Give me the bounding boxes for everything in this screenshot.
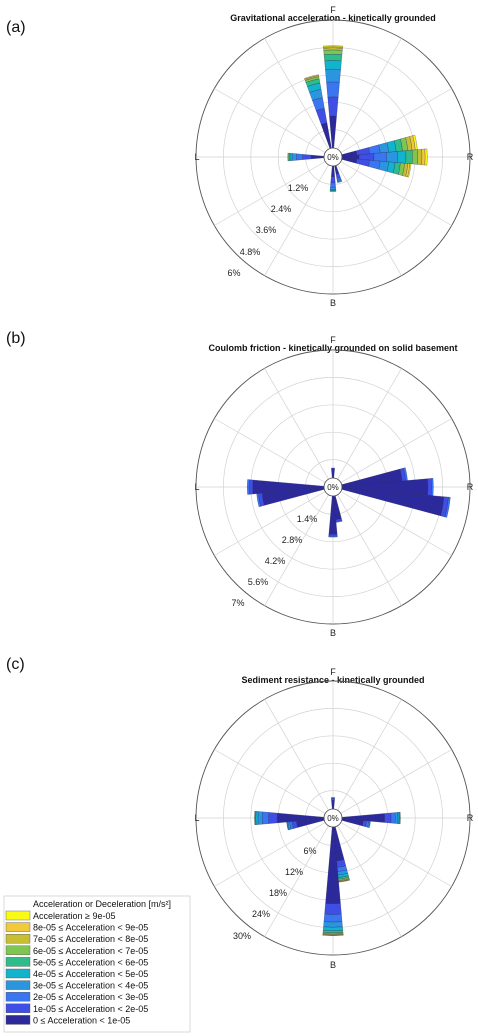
polar-bar-segment (395, 812, 398, 823)
polar-bar-segment (330, 187, 336, 189)
legend-item-label: 7e-05 ≤ Acceleration < 8e-05 (33, 934, 149, 945)
polar-bar-segment (296, 154, 303, 160)
radial-tick-c-5: 30% (232, 931, 252, 941)
polar-bar-segment (323, 930, 343, 933)
grid-spoke (214, 162, 325, 226)
legend-item-label: Acceleration ≥ 9e-05 (33, 911, 116, 921)
polar-bar-segment (379, 161, 389, 171)
polar-bar-segment (330, 183, 335, 187)
polar-bar-segment (324, 914, 342, 922)
legend-swatch (6, 969, 30, 978)
grid-spoke (341, 750, 452, 814)
legend-item-label: 3e-05 ≤ Acceleration < 4e-05 (33, 980, 149, 991)
legend-item-label: 5e-05 ≤ Acceleration < 6e-05 (33, 957, 149, 968)
polar-bar-segment (412, 150, 418, 165)
polar-bar-segment (269, 812, 278, 823)
direction-label-b-a: B (329, 298, 337, 308)
legend-item-label: 8e-05 ≤ Acceleration < 9e-05 (33, 922, 149, 933)
legend-item-label: 4e-05 ≤ Acceleration < 5e-05 (33, 969, 149, 979)
legend-swatch (6, 946, 30, 955)
polar-bar-segment (329, 534, 338, 536)
grid-spoke (265, 699, 329, 810)
polar-bar-segment (422, 149, 426, 165)
center-label-a: 0% (327, 153, 339, 162)
grid-spoke (265, 495, 329, 606)
grid-spoke (338, 165, 402, 276)
radial-tick-b-4: 5.6% (247, 577, 269, 587)
polar-bar-segment (431, 478, 433, 496)
polar-bar-segment (331, 469, 334, 478)
direction-label-f-c: F (330, 667, 336, 677)
grid-spoke (265, 368, 329, 479)
polar-bar-segment (323, 927, 343, 931)
direction-label-r-c: R (466, 813, 474, 823)
radial-tick-b-1: 1.4% (296, 514, 318, 524)
panel-letter-c: (c) (6, 656, 25, 673)
radial-tick-b-2: 2.8% (281, 535, 303, 545)
legend-item-label: 0 ≤ Acceleration < 1e-05 (33, 1015, 131, 1026)
grid-spoke (338, 826, 402, 937)
polar-bar-segment (425, 149, 427, 165)
polar-bar-segment (379, 143, 389, 153)
polar-bar-segment (324, 50, 343, 55)
polar-bar-segment (331, 177, 336, 183)
polar-bar-segment (417, 149, 422, 165)
grid-spoke (214, 750, 325, 814)
radial-tick-c-1: 6% (303, 846, 317, 856)
legend (4, 896, 190, 1032)
polar-bar-segment (329, 536, 338, 537)
legend-swatch (6, 981, 30, 990)
direction-label-l-a: L (194, 152, 200, 162)
polar-bar-segment (384, 813, 391, 823)
legend-title: Acceleration or Deceleration [m/s²] (33, 899, 172, 909)
legend-item-label: 2e-05 ≤ Acceleration < 3e-05 (33, 992, 149, 1003)
legend-swatch (6, 992, 30, 1001)
grid-spoke (341, 823, 452, 887)
direction-label-f-b: F (330, 335, 336, 345)
radial-tick-c-4: 24% (251, 909, 271, 919)
direction-label-f-a: F (330, 5, 336, 15)
grid-spoke (265, 165, 329, 276)
polar-bar-segment (311, 155, 324, 159)
polar-bar-segment (325, 903, 342, 914)
polar-bar-segment (262, 812, 269, 824)
center-label-c: 0% (327, 814, 339, 823)
polar-bar-segment (247, 480, 249, 495)
polar-bar-segment (323, 922, 342, 928)
polar-bar-segment (323, 48, 342, 51)
grid-spoke (265, 826, 329, 937)
polar-bar-segment (330, 190, 336, 191)
direction-label-l-b: L (194, 482, 200, 492)
center-label-b: 0% (327, 483, 339, 492)
legend-item-label: 1e-05 ≤ Acceleration < 2e-05 (33, 1003, 149, 1014)
polar-bar-segment (249, 480, 253, 495)
polar-bar-segment (331, 468, 334, 469)
polar-bar-segment (258, 811, 263, 824)
polar-bar-segment (368, 145, 380, 154)
panel-a (6, 5, 474, 308)
polar-bar-segment (374, 152, 387, 161)
polar-bar-segment (331, 799, 334, 801)
radial-tick-c-3: 18% (268, 888, 288, 898)
direction-label-b-b: B (329, 628, 337, 638)
polar-bar-segment (303, 154, 312, 159)
legend-swatch (6, 911, 30, 920)
panel-letter-b: (b) (6, 330, 26, 347)
radial-tick-a-2: 2.4% (270, 204, 292, 214)
legend-swatch (6, 957, 30, 966)
radial-tick-b-3: 4.2% (264, 556, 286, 566)
legend-swatch (6, 923, 30, 932)
direction-label-l-c: L (194, 813, 200, 823)
grid-spoke (338, 699, 402, 810)
radial-tick-a-5: 6% (227, 268, 241, 278)
direction-label-b-c: B (329, 960, 337, 970)
polar-bar-segment (326, 82, 339, 97)
direction-label-r-a: R (466, 152, 474, 162)
polar-bar-segment (324, 54, 342, 61)
legend-item-label: 6e-05 ≤ Acceleration < 7e-05 (33, 945, 149, 956)
polar-bar-segment (292, 153, 296, 160)
direction-label-r-b: R (466, 482, 474, 492)
polar-bar-segment (387, 151, 398, 162)
panel-b (6, 330, 474, 638)
polar-bar-segment (290, 153, 292, 161)
polar-bar-segment (331, 166, 334, 177)
polar-bar-segment (328, 97, 338, 116)
radial-tick-a-3: 3.6% (255, 225, 277, 235)
polar-bar-segment (325, 61, 342, 70)
radial-tick-b-5: 7% (231, 598, 245, 608)
polar-bar-segment (397, 151, 406, 164)
panel-title-a: Gravitational acceleration - kinetically grounded (230, 13, 436, 23)
radial-tick-c-2: 12% (284, 867, 304, 877)
polar-bar-segment (356, 147, 369, 154)
legend-swatch (6, 1015, 30, 1024)
polar-bar-segment (331, 797, 335, 798)
polar-bar-segment (256, 811, 258, 824)
grid-spoke (338, 495, 402, 606)
grid-spoke (214, 89, 325, 153)
polar-bar-segment (406, 150, 413, 164)
polar-bar-segment (368, 160, 380, 169)
polar-bar-segment (288, 153, 289, 161)
grid-spoke (338, 368, 402, 479)
radial-tick-a-1: 1.2% (287, 183, 309, 193)
panel-letter-a: (a) (6, 19, 26, 36)
polar-bar-segment (391, 813, 395, 824)
legend-swatch (6, 1004, 30, 1013)
panel-title-c: Sediment resistance - kinetically grounded (241, 675, 425, 685)
polar-bar-segment (428, 478, 432, 495)
grid-spoke (338, 38, 402, 149)
panel-title-b: Coulomb friction - kinetically grounded on solid basement (208, 343, 458, 353)
polar-bar-segment (356, 159, 369, 166)
polar-bar-segment (316, 108, 327, 124)
polar-bar-segment (331, 800, 334, 809)
polar-bar-segment (325, 69, 340, 82)
legend-swatch (6, 934, 30, 943)
radial-tick-a-4: 4.8% (239, 247, 261, 257)
grid-spoke (214, 419, 325, 483)
